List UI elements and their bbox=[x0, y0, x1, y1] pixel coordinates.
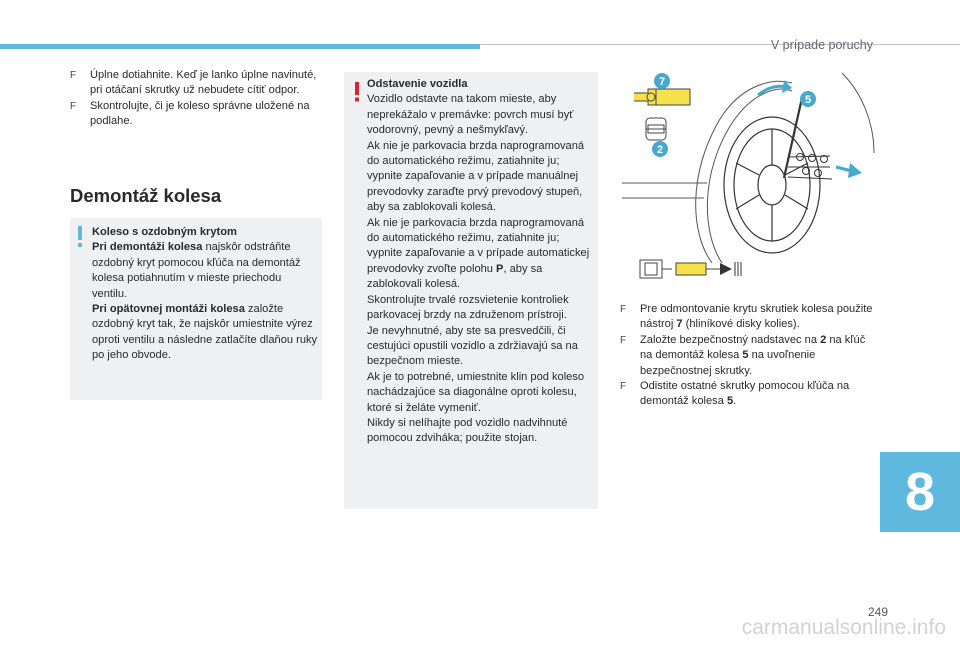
info-icon bbox=[78, 226, 82, 240]
header-rule bbox=[480, 44, 960, 45]
bullet-glyph: F bbox=[620, 381, 627, 393]
warning-paragraph: Je nevyhnutné, aby ste sa presvedčili, či cestujúci opustili vozidlo a zdržiavajú sa na bezpečnom mieste. bbox=[367, 324, 578, 368]
bullet-glyph: F bbox=[70, 70, 77, 81]
info-paragraph: Pri opätovnej montáži kolesa založte ozdobný kryt tak, že najskôr umiestnite výrez oproti ventilu a následne zatlačíte dlaňou ruky po jeho obvode. bbox=[92, 303, 318, 362]
page-number: 249 bbox=[867, 605, 888, 619]
info-paragraph: Pri demontáži kolesa najskôr odstráňte ozdobný kryt pomocou kľúča na demontáž kolesa potiahnutím v mieste priechodu ventilu. bbox=[92, 241, 301, 300]
socket-adapter-illustration bbox=[636, 254, 746, 284]
callout-7-label: 7 bbox=[658, 76, 666, 88]
warning-paragraph: Vozidlo odstavte na takom mieste, aby neprekážalo v premávke: povrch musí byť vodorovný, pevný a nešmykľavý. bbox=[367, 93, 574, 137]
info-box bbox=[70, 218, 322, 400]
list-item: F Založte bezpečnostný nadstavec na 2 na kľúč na demontáž kolesa 5 na uvoľnenie bezpečnostnej skrutky. bbox=[620, 333, 866, 377]
section-title: Demontáž kolesa bbox=[70, 185, 222, 206]
bullet-glyph: F bbox=[70, 100, 77, 112]
info-text bbox=[92, 225, 318, 364]
wheel-removal-illustration bbox=[612, 63, 882, 263]
watermark: carmanualsonline.info bbox=[741, 616, 946, 639]
warning-paragraph: Nikdy si nelíhajte pod vozidlo nadvihnuté pomocou zdviháka; použite stojan. bbox=[367, 416, 568, 445]
chapter-tab bbox=[880, 452, 960, 532]
header-accent-bar bbox=[0, 44, 480, 49]
left-bullet-list bbox=[70, 68, 322, 130]
info-icon-dot bbox=[78, 243, 82, 247]
warning-heading: Odstavenie vozidla bbox=[367, 78, 468, 90]
list-item: F Úplne dotiahnite. Keď je lanko úplne navinuté, pri otáčaní skrutky už nebudete cítiť odpor. bbox=[70, 69, 317, 97]
warning-paragraph: Ak nie je parkovacia brzda naprogramovaná do automatického režimu, zatiahnite ju; vypnite zapaľovanie a v prípade automatickej prevodovky zvoľte polohu P, aby sa zablokovali kolesá. bbox=[367, 216, 590, 291]
warning-text bbox=[367, 77, 595, 447]
list-item: F Skontrolujte, či je koleso správne uložené na podlahe. bbox=[70, 99, 310, 128]
warning-exclamation-icon bbox=[351, 82, 363, 102]
callout-5-label: 5 bbox=[804, 94, 812, 106]
list-item: F Pre odmontovanie krytu skrutiek kolesa použite nástroj 7 (hliníkové disky kolies). bbox=[620, 303, 873, 331]
info-heading: Koleso s ozdobným krytom bbox=[92, 226, 237, 238]
chapter-number: 8 bbox=[904, 462, 936, 522]
warning-box bbox=[344, 72, 598, 509]
right-bullet-list bbox=[620, 302, 878, 410]
warning-paragraph: Skontrolujte trvalé rozsvietenie kontroliek parkovacej brzdy na združenom prístroji. bbox=[367, 293, 569, 322]
chapter-title: V prípade poruchy bbox=[770, 38, 873, 52]
callout-2-label: 2 bbox=[656, 144, 664, 156]
bullet-glyph: F bbox=[620, 304, 627, 315]
warning-paragraph: Ak nie je parkovacia brzda naprogramovaná do automatického režimu, zatiahnite ju; vypnite zapaľovanie a v prípade manuálnej prevodovky zaraďte prvý prevodový stupeň, aby sa zablokovali kolesá. bbox=[367, 139, 585, 214]
list-item: F Odistite ostatné skrutky pomocou kľúča na demontáž kolesa 5. bbox=[620, 380, 850, 408]
warning-paragraph: Ak je to potrebné, umiestnite klin pod koleso nachádzajúce sa diagonálne oproti kolesu, ktoré si želáte vymeniť. bbox=[367, 370, 585, 414]
bullet-glyph: F bbox=[620, 334, 627, 346]
